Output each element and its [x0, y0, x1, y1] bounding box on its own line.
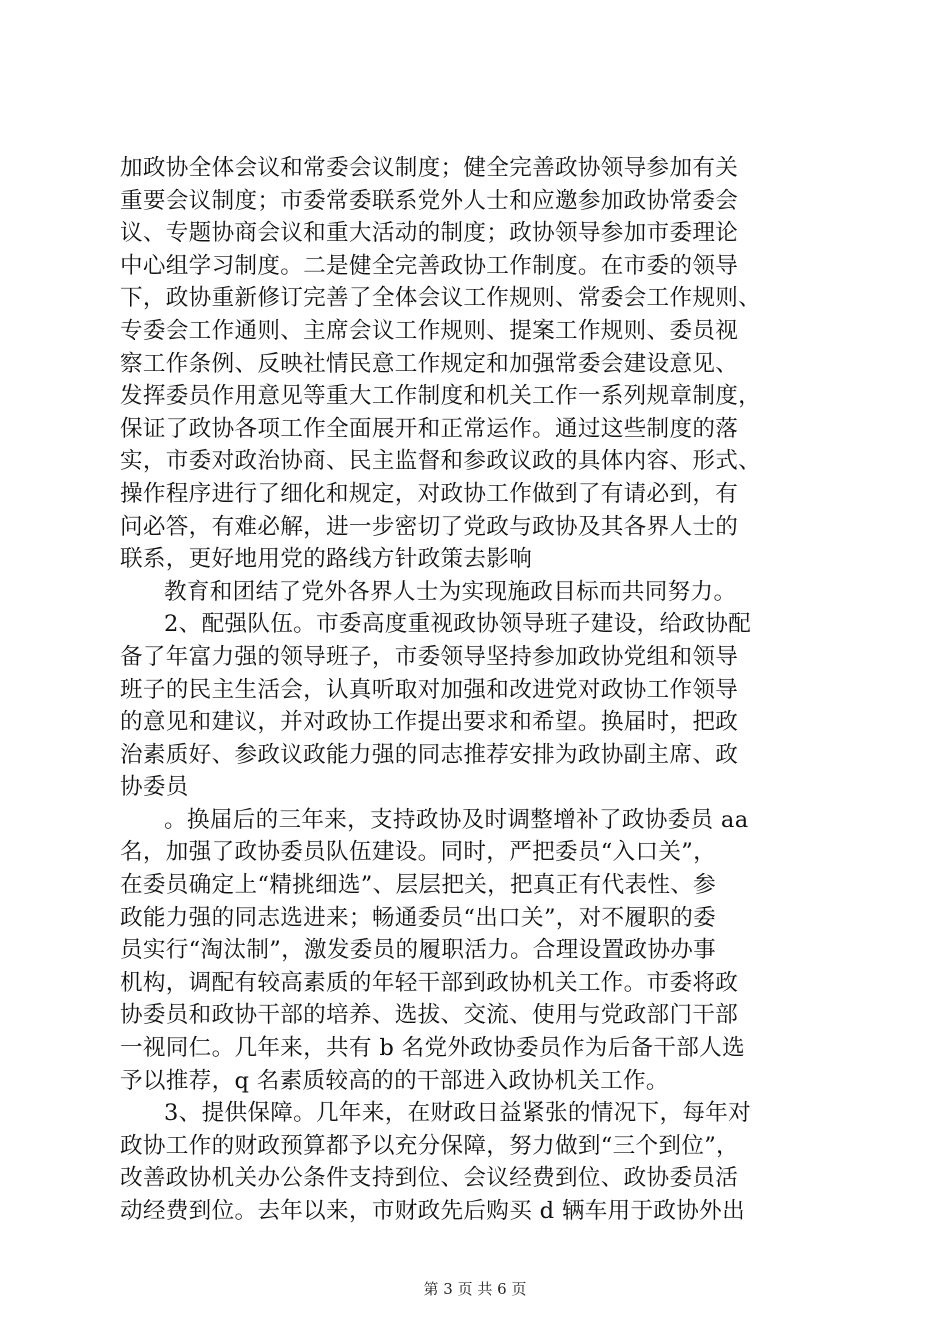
text-line: 名，加强了政协委员队伍建设。同时，严把委员“入口关”， — [120, 839, 717, 866]
text-line: 实，市委对政治协商、民主监督和参政议政的具体内容、形式、 — [120, 448, 762, 475]
text-line: 保证了政协各项工作全面展开和正常运作。通过这些制度的落 — [120, 415, 739, 442]
text-line: 教育和团结了党外各界人士为实现施政目标而共同努力。 — [164, 578, 737, 605]
text-line: 的意见和建议，并对政协工作提出要求和希望。换届时，把政 — [120, 709, 739, 736]
text-line: 班子的民主生活会，认真听取对加强和改进党对政协工作领导 — [120, 676, 739, 703]
text-line: 加政协全体会议和常委会议制度；健全完善政协领导参加有关 — [120, 155, 739, 181]
text-line: 备了年富力强的领导班子，市委领导坚持参加政协党组和领导 — [120, 643, 739, 670]
text-line: 2、配强队伍。市委高度重视政协领导班子建设，给政协配 — [164, 611, 752, 638]
text-line: 改善政协机关办公条件支持到位、会议经费到位、政协委员活 — [120, 1165, 739, 1192]
text-line: 治素质好、参政议政能力强的同志推荐安排为政协副主席、政 — [120, 741, 739, 768]
text-line: 发挥委员作用意见等重大工作制度和机关工作一系列规章制度， — [120, 383, 762, 410]
text-line: 政能力强的同志选进来；畅通委员“出口关”，对不履职的委 — [120, 904, 717, 931]
text-line: 操作程序进行了细化和规定，对政协工作做到了有请必到，有 — [120, 480, 739, 507]
text-line: 。换届后的三年来，支持政协及时调整增补了政协委员 aa — [164, 806, 749, 833]
text-line: 政协工作的财政预算都予以充分保障，努力做到“三个到位”， — [120, 1132, 739, 1159]
text-line: 议、专题协商会议和重大活动的制度；政协领导参加市委理论 — [120, 220, 739, 247]
text-line: 一视同仁。几年来，共有 b 名党外政协委员作为后备干部人选 — [120, 1035, 745, 1062]
text-line: 问必答，有难必解，进一步密切了党政与政协及其各界人士的 — [120, 513, 739, 540]
text-line: 在委员确定上“精挑细选”、层层把关，把真正有代表性、参 — [120, 872, 717, 899]
page-footer — [0, 1279, 950, 1299]
text-line: 协委员和政协干部的培养、选拔、交流、使用与党政部门干部 — [120, 1002, 739, 1029]
text-line: 予以推荐，q 名素质较高的的干部进入政协机关工作。 — [120, 1067, 669, 1094]
text-line: 3、提供保障。几年来，在财政日益紧张的情况下，每年对 — [164, 1100, 752, 1127]
text-line: 察工作条例、反映社情民意工作规定和加强常委会建设意见、 — [120, 350, 739, 377]
text-line: 员实行“淘汰制”，激发委员的履职活力。合理设置政协办事 — [120, 937, 717, 964]
text-line: 专委会工作通则、主席会议工作规则、提案工作规则、委员视 — [120, 317, 739, 344]
text-line: 中心组学习制度。二是健全完善政协工作制度。在市委的领导 — [120, 252, 739, 279]
text-line: 动经费到位。去年以来，市财政先后购买 d 辆车用于政协外出 — [120, 1198, 745, 1224]
text-line: 下，政协重新修订完善了全体会议工作规则、常委会工作规则、 — [120, 285, 762, 312]
text-line: 联系，更好地用党的路线方针政策去影响 — [120, 546, 533, 573]
body-text — [120, 152, 840, 1228]
text-line: 机构，调配有较高素质的年轻干部到政协机关工作。市委将政 — [120, 969, 739, 996]
text-line: 重要会议制度；市委常委联系党外人士和应邀参加政协常委会 — [120, 187, 739, 214]
page-number: 第 3 页 共 6 页 — [423, 1280, 527, 1298]
text-line: 协委员 — [120, 774, 189, 801]
